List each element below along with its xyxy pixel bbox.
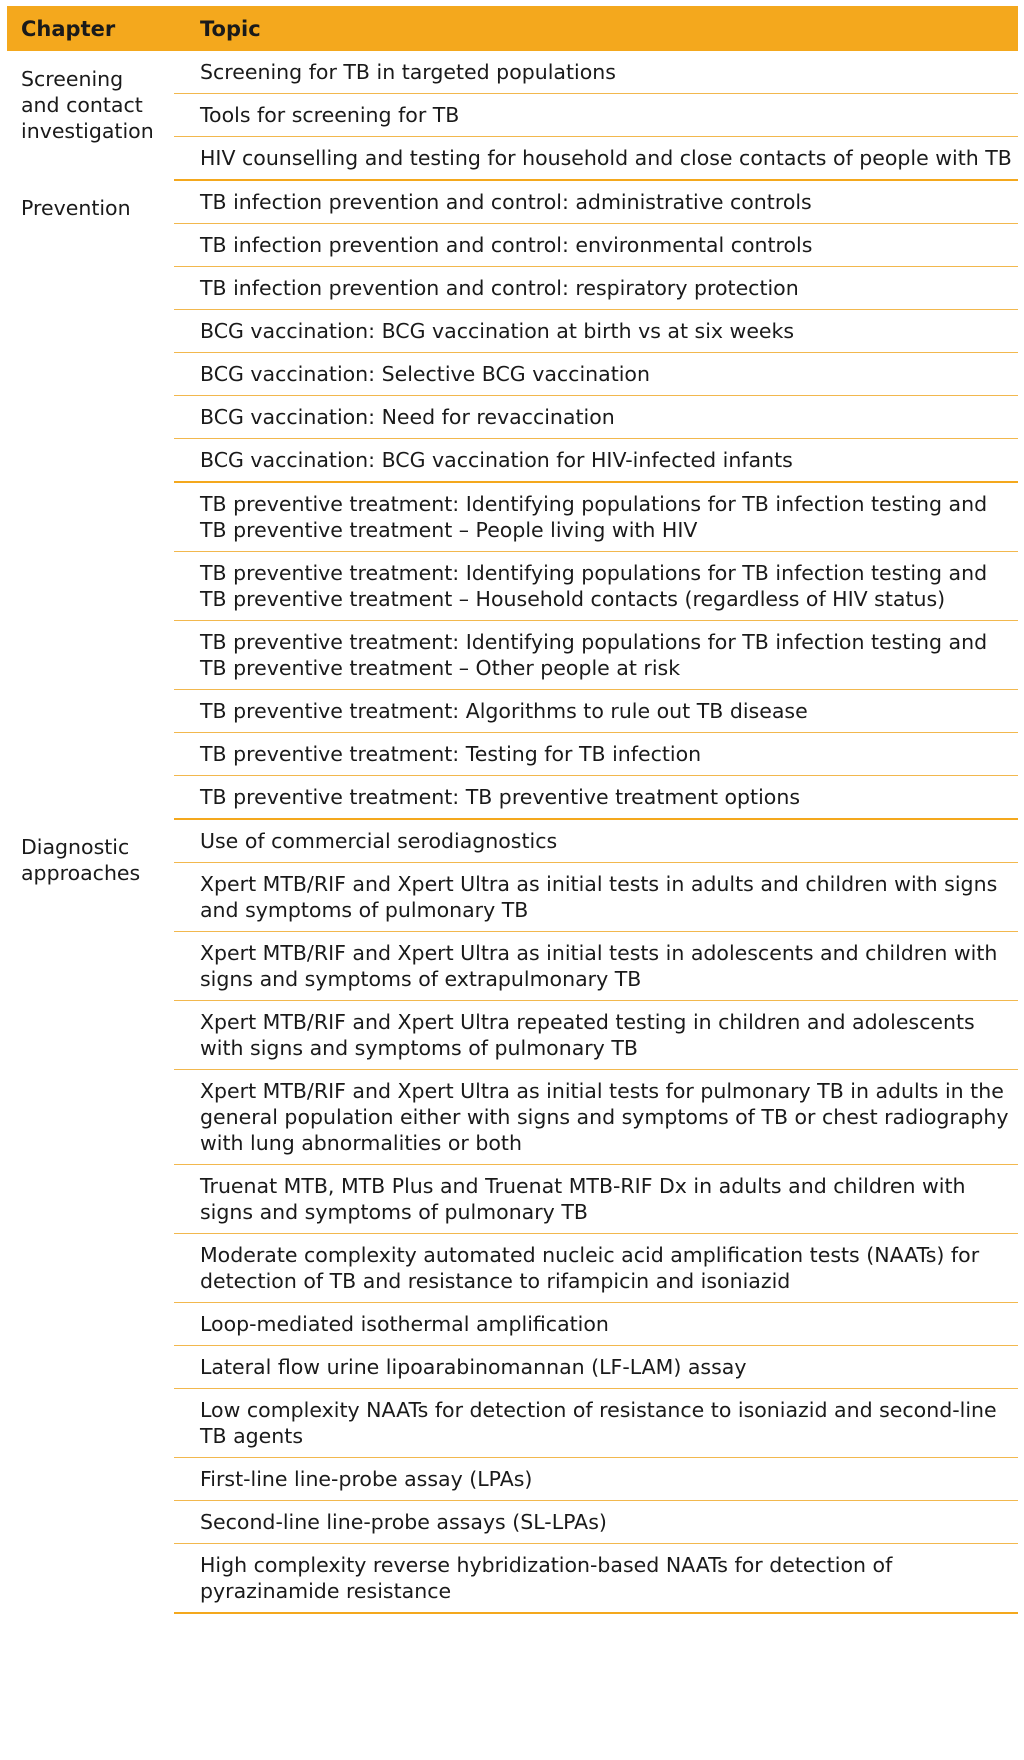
header-row [7, 6, 1018, 51]
topic-cell: High complexity reverse hybridization-based NAATs for detection of pyrazinamide resistance [174, 1544, 1018, 1614]
table-body [7, 51, 1018, 1613]
topic-cell: TB infection prevention and control: environmental controls [174, 224, 1018, 267]
topic-cell: TB infection prevention and control: respiratory protection [174, 267, 1018, 310]
topic-cell: Xpert MTB/RIF and Xpert Ultra as initial tests in adolescents and children with signs and symptoms of extrapulmonary TB [174, 932, 1018, 1001]
chapter-cell: Diagnostic approaches [21, 835, 141, 885]
topic-cell: BCG vaccination: BCG vaccination at birth vs at six weeks [174, 310, 1018, 353]
topic-cell: Use of commercial serodiagnostics [174, 819, 1018, 863]
table-row [7, 180, 1018, 224]
chapter-cell: Screening and contact investigation [21, 67, 154, 143]
topic-cell: TB infection prevention and control: administrative controls [174, 180, 1018, 224]
table-row [7, 482, 1018, 552]
topic-cell: HIV counselling and testing for household and close contacts of people with TB [174, 137, 1018, 181]
topic-cell: Lateral flow urine lipoarabinomannan (LF-LAM) assay [174, 1346, 1018, 1389]
topic-cell: BCG vaccination: Selective BCG vaccination [174, 353, 1018, 396]
topic-cell: First-line line-probe assay (LPAs) [174, 1458, 1018, 1501]
chapter-column-header: Chapter [7, 6, 174, 51]
topic-column-header: Topic [174, 6, 1018, 51]
table-header [7, 6, 1018, 51]
topic-cell: Tools for screening for TB [174, 94, 1018, 137]
chapter-topic-table [7, 6, 1018, 1614]
topic-cell: TB preventive treatment: Identifying populations for TB infection testing and TB preventive treatment – Other people at risk [174, 621, 1018, 690]
chapter-cell: Prevention [21, 196, 131, 220]
topic-cell: Screening for TB in targeted populations [174, 51, 1018, 94]
topic-cell: Truenat MTB, MTB Plus and Truenat MTB-RIF Dx in adults and children with signs and symptoms of pulmonary TB [174, 1165, 1018, 1234]
topic-cell: Xpert MTB/RIF and Xpert Ultra as initial tests in adults and children with signs and symptoms of pulmonary TB [174, 863, 1018, 932]
topic-cell: BCG vaccination: BCG vaccination for HIV-infected infants [174, 439, 1018, 483]
topic-cell: Second-line line-probe assays (SL-LPAs) [174, 1501, 1018, 1544]
chapter-cell [7, 482, 174, 819]
topic-cell: Loop-mediated isothermal amplification [174, 1303, 1018, 1346]
topic-cell: TB preventive treatment: TB preventive treatment options [174, 776, 1018, 820]
topic-cell: TB preventive treatment: Testing for TB infection [174, 733, 1018, 776]
topic-cell: BCG vaccination: Need for revaccination [174, 396, 1018, 439]
topic-cell: Xpert MTB/RIF and Xpert Ultra as initial tests for pulmonary TB in adults in the general population either with signs and symptoms of TB or chest radiography with lung abnormalities or both [174, 1070, 1018, 1165]
topic-cell: TB preventive treatment: Algorithms to rule out TB disease [174, 690, 1018, 733]
topic-cell: TB preventive treatment: Identifying populations for TB infection testing and TB preventive treatment – Household contacts (regardless of HIV status) [174, 552, 1018, 621]
table-row [7, 819, 1018, 863]
topic-cell: TB preventive treatment: Identifying populations for TB infection testing and TB preventive treatment – People living with HIV [174, 482, 1018, 552]
topic-cell: Moderate complexity automated nucleic acid amplification tests (NAATs) for detection of TB and resistance to rifampicin and isoniazid [174, 1234, 1018, 1303]
table-row [7, 51, 1018, 94]
topic-cell: Xpert MTB/RIF and Xpert Ultra repeated testing in children and adolescents with signs and symptoms of pulmonary TB [174, 1001, 1018, 1070]
topic-cell: Low complexity NAATs for detection of resistance to isoniazid and second-line TB agents [174, 1389, 1018, 1458]
